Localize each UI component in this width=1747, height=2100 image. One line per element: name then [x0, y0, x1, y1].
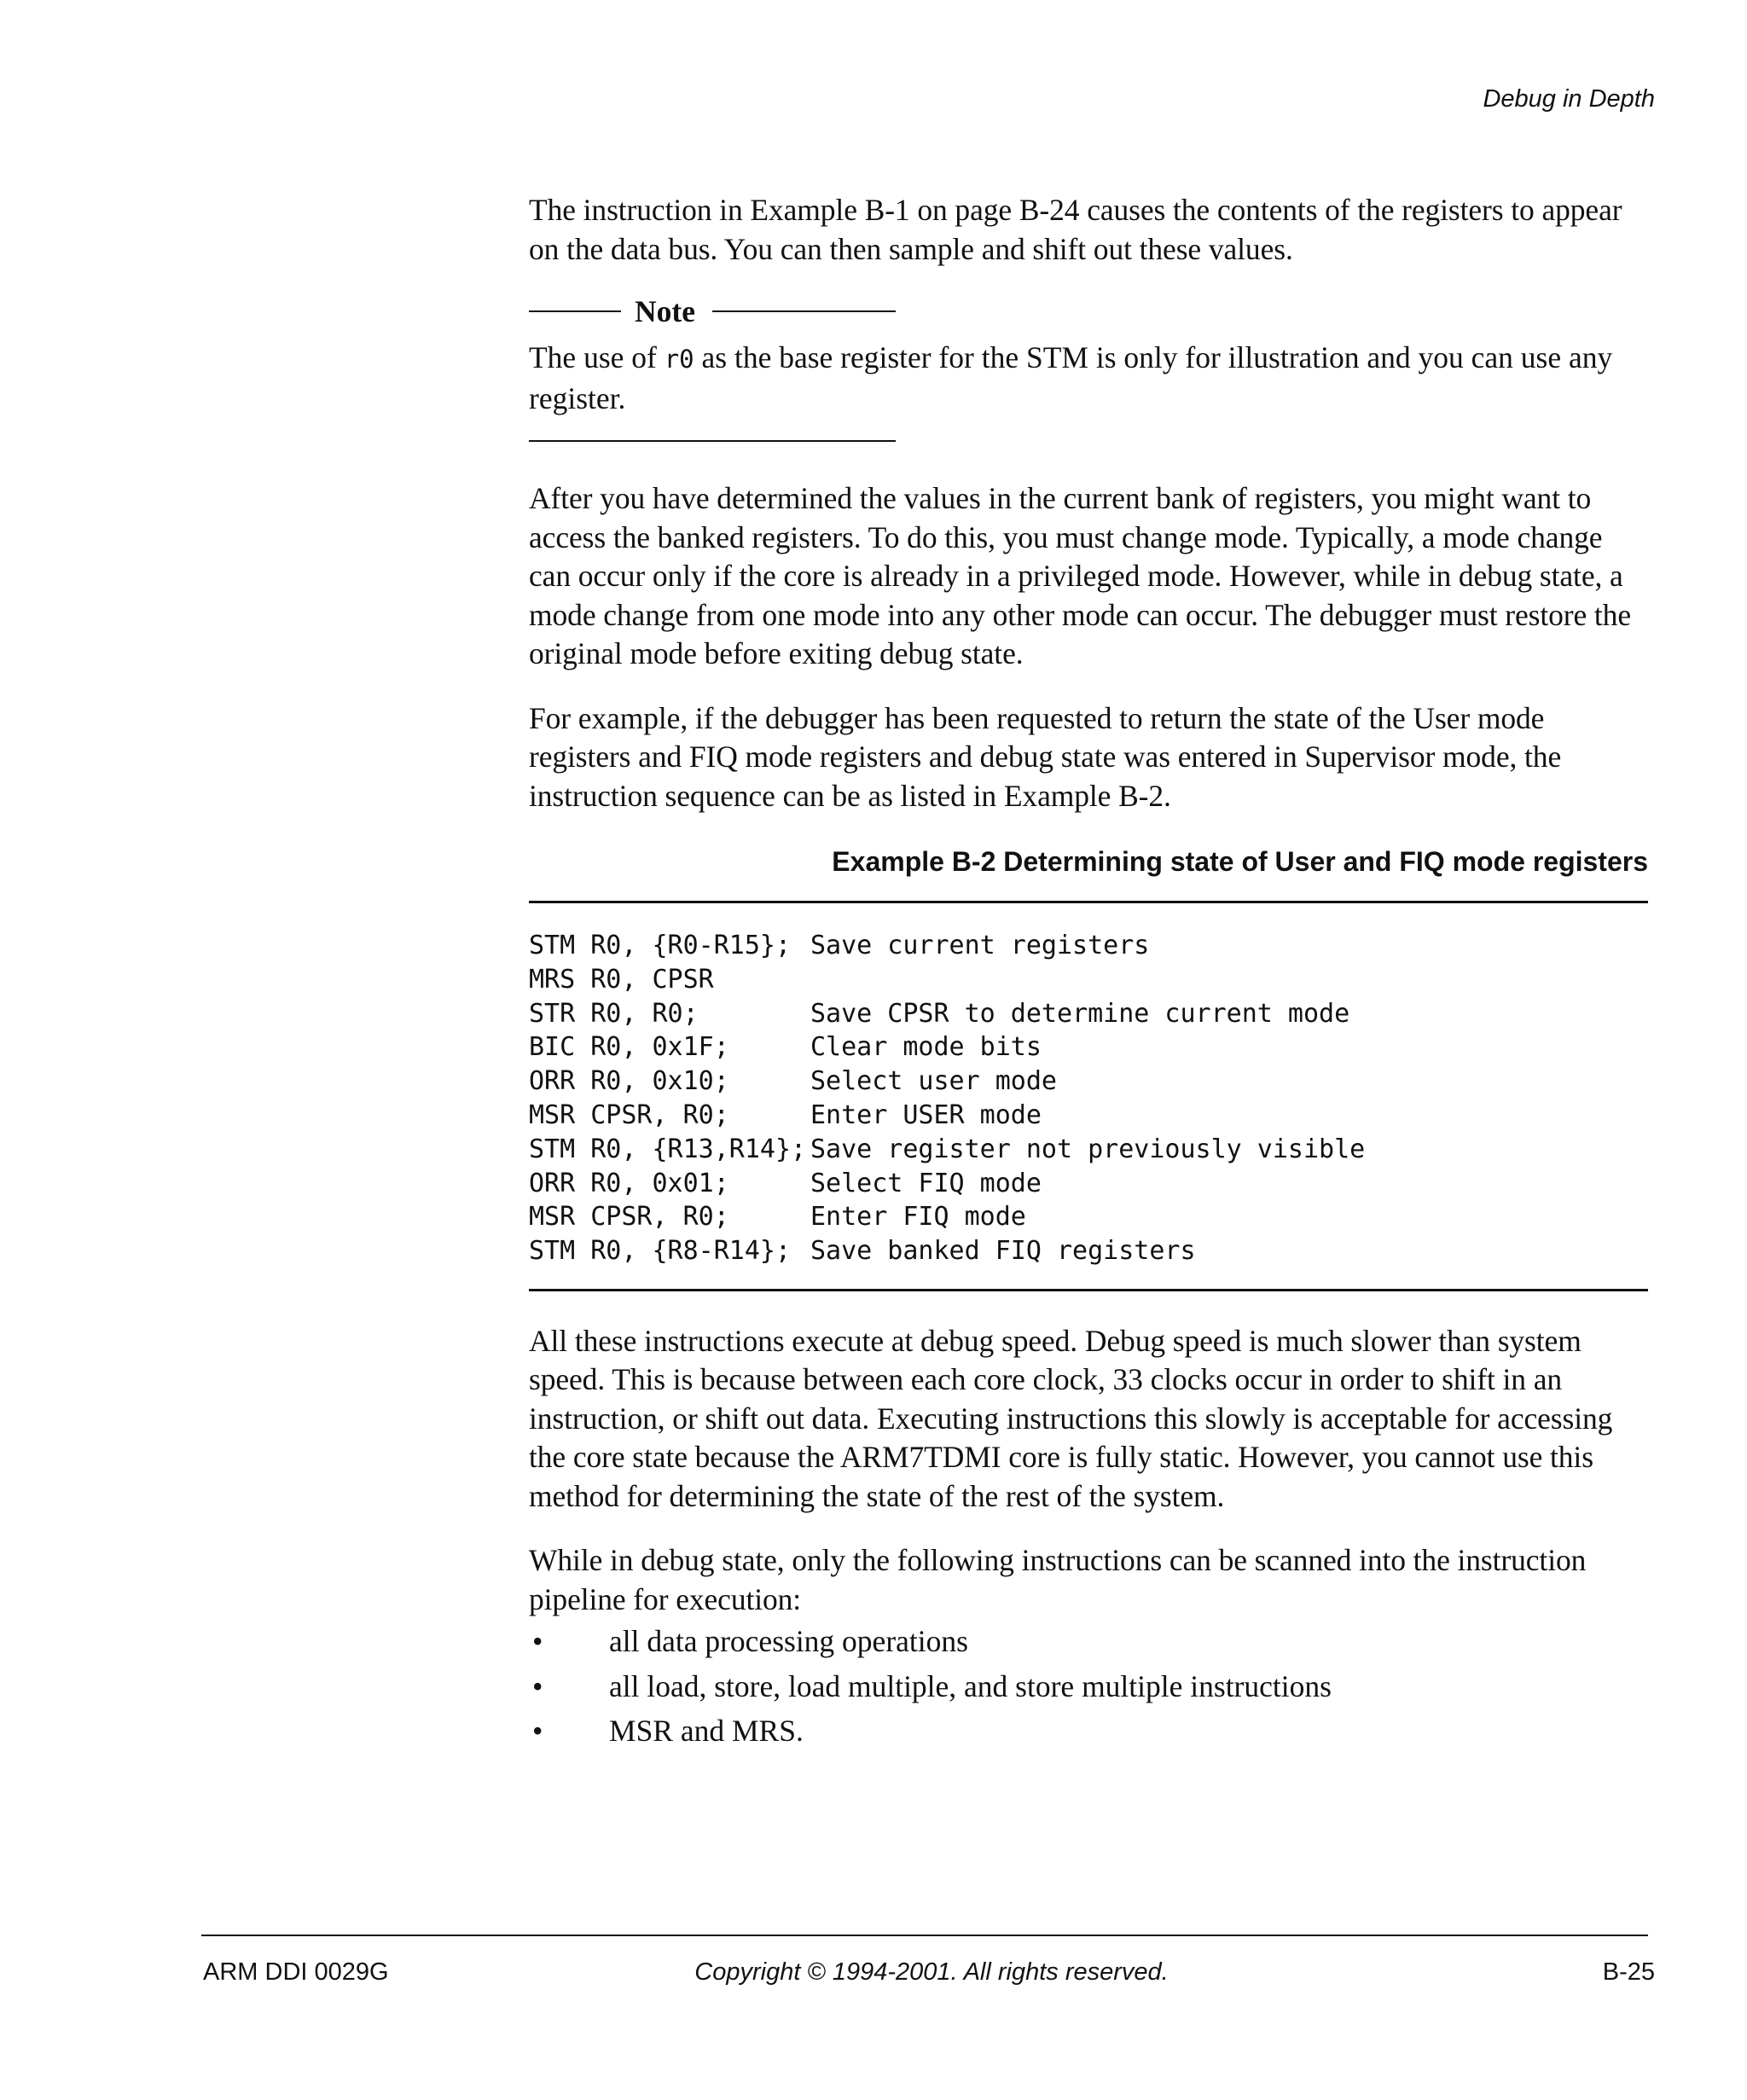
code-line [529, 1133, 1648, 1167]
code-instruction: STR R0, R0; [529, 998, 699, 1029]
code-comment [810, 963, 1648, 997]
code-line [529, 929, 1648, 963]
code-comment: Save current registers [810, 931, 1150, 960]
code-line [529, 1167, 1648, 1201]
code-instruction: STM R0, {R0-R15}; [529, 931, 792, 960]
bullet-mark: • [532, 1668, 543, 1703]
list-item-text: all load, store, load multiple, and store multiple instructions [609, 1668, 1332, 1703]
code-comment: Save CPSR to determine current mode [810, 998, 1350, 1029]
footer-rule [201, 1935, 1648, 1936]
note-text-before: The use of [529, 340, 665, 374]
code-instruction: MRS R0, CPSR [529, 964, 714, 995]
code-instruction: MSR CPSR, R0; [529, 1099, 729, 1130]
code-instruction: MSR CPSR, R0; [529, 1202, 729, 1233]
code-instruction: STM R0, {R13,R14}; [529, 1134, 807, 1164]
code-comment: Select FIQ mode [810, 1168, 1042, 1198]
note-code: r0 [664, 345, 694, 374]
code-instruction: BIC R0, 0x1F; [529, 1032, 729, 1063]
paragraph-debug-speed: All these instructions execute at debug speed. Debug speed is much slower than system speed. This is because between each core clock, 33 clocks occur in order to shift in an instruction, or shift out data. Executing instructions this slowly is acceptable for accessing the core state because the ARM7TDMI core is fully static. However, you cannot use this method for determining the state of the rest of the system. [529, 1323, 1613, 1513]
paragraph-intro: The instruction in Example B-1 on page B-24 causes the contents of the registers to appear on the data bus. You can then sample and shift out these values. [529, 193, 1622, 266]
code-comment: Save banked FIQ registers [810, 1236, 1196, 1267]
note-header [529, 294, 896, 328]
code-comment: Select user mode [810, 1066, 1057, 1097]
code-listing [529, 903, 1648, 1277]
note-box [529, 294, 1648, 442]
paragraph-banked-registers: After you have determined the values in the current bank of registers, you might want to access the banked registers. To do this, you must change mode. Typically, a mode change can occur only if the core is already in a privileged mode. However, while in debug state, a mode change from one mode into any other mode can occur. The debugger must restore the original mode before exiting debug state. [529, 481, 1631, 670]
example-title: Example B-2 Determining state of User and FIQ mode registers [832, 846, 1648, 877]
code-instruction: STM R0, {R8-R14}; [529, 1236, 792, 1267]
code-line [529, 1065, 1648, 1099]
footer-copyright: Copyright © 1994-2001. All rights reserved. [694, 1958, 1169, 1986]
footer-doc-id: ARM DDI 0029G [203, 1958, 389, 1986]
code-line [529, 963, 1648, 997]
note-rule-bottom [529, 440, 896, 442]
page-content [529, 191, 1648, 1757]
code-instruction: ORR R0, 0x10; [529, 1066, 729, 1097]
instruction-list [529, 1622, 1648, 1751]
code-instruction: ORR R0, 0x01; [529, 1168, 729, 1198]
bullet-mark: • [532, 1714, 543, 1749]
code-line [529, 997, 1648, 1031]
list-item [529, 1712, 1648, 1751]
bullet-mark: • [532, 1624, 543, 1659]
code-comment: Clear mode bits [810, 1032, 1042, 1063]
code-comment: Save register not previously visible [810, 1134, 1366, 1164]
code-line [529, 1099, 1648, 1133]
note-text [529, 339, 1648, 418]
list-item-text: MSR and MRS. [609, 1714, 804, 1749]
note-rule-right [712, 310, 896, 312]
note-label: Note [635, 294, 695, 328]
list-item [529, 1622, 1648, 1662]
running-head: Debug in Depth [1483, 85, 1655, 113]
code-rule-bottom [529, 1289, 1648, 1291]
list-item-text: all data processing operations [609, 1624, 968, 1659]
list-item [529, 1668, 1648, 1707]
code-line [529, 1234, 1648, 1268]
footer-page-number: B-25 [1602, 1958, 1655, 1986]
code-line [529, 1030, 1648, 1065]
note-text-after: as the base register for the STM is only for illustration and you can use any register. [529, 340, 1613, 415]
paragraph-example-context: For example, if the debugger has been requested to return the state of the User mode registers and FIQ mode registers and debug state was entered in Supervisor mode, the instruction sequence can be as listed in Example B-2. [529, 700, 1562, 813]
code-line [529, 1200, 1648, 1234]
code-comment: Enter FIQ mode [810, 1202, 1026, 1233]
note-rule-left [529, 310, 621, 312]
paragraph-debug-instructions: While in debug state, only the following instructions can be scanned into the instruction pipeline for execution: [529, 1543, 1587, 1616]
code-comment: Enter USER mode [810, 1099, 1042, 1130]
